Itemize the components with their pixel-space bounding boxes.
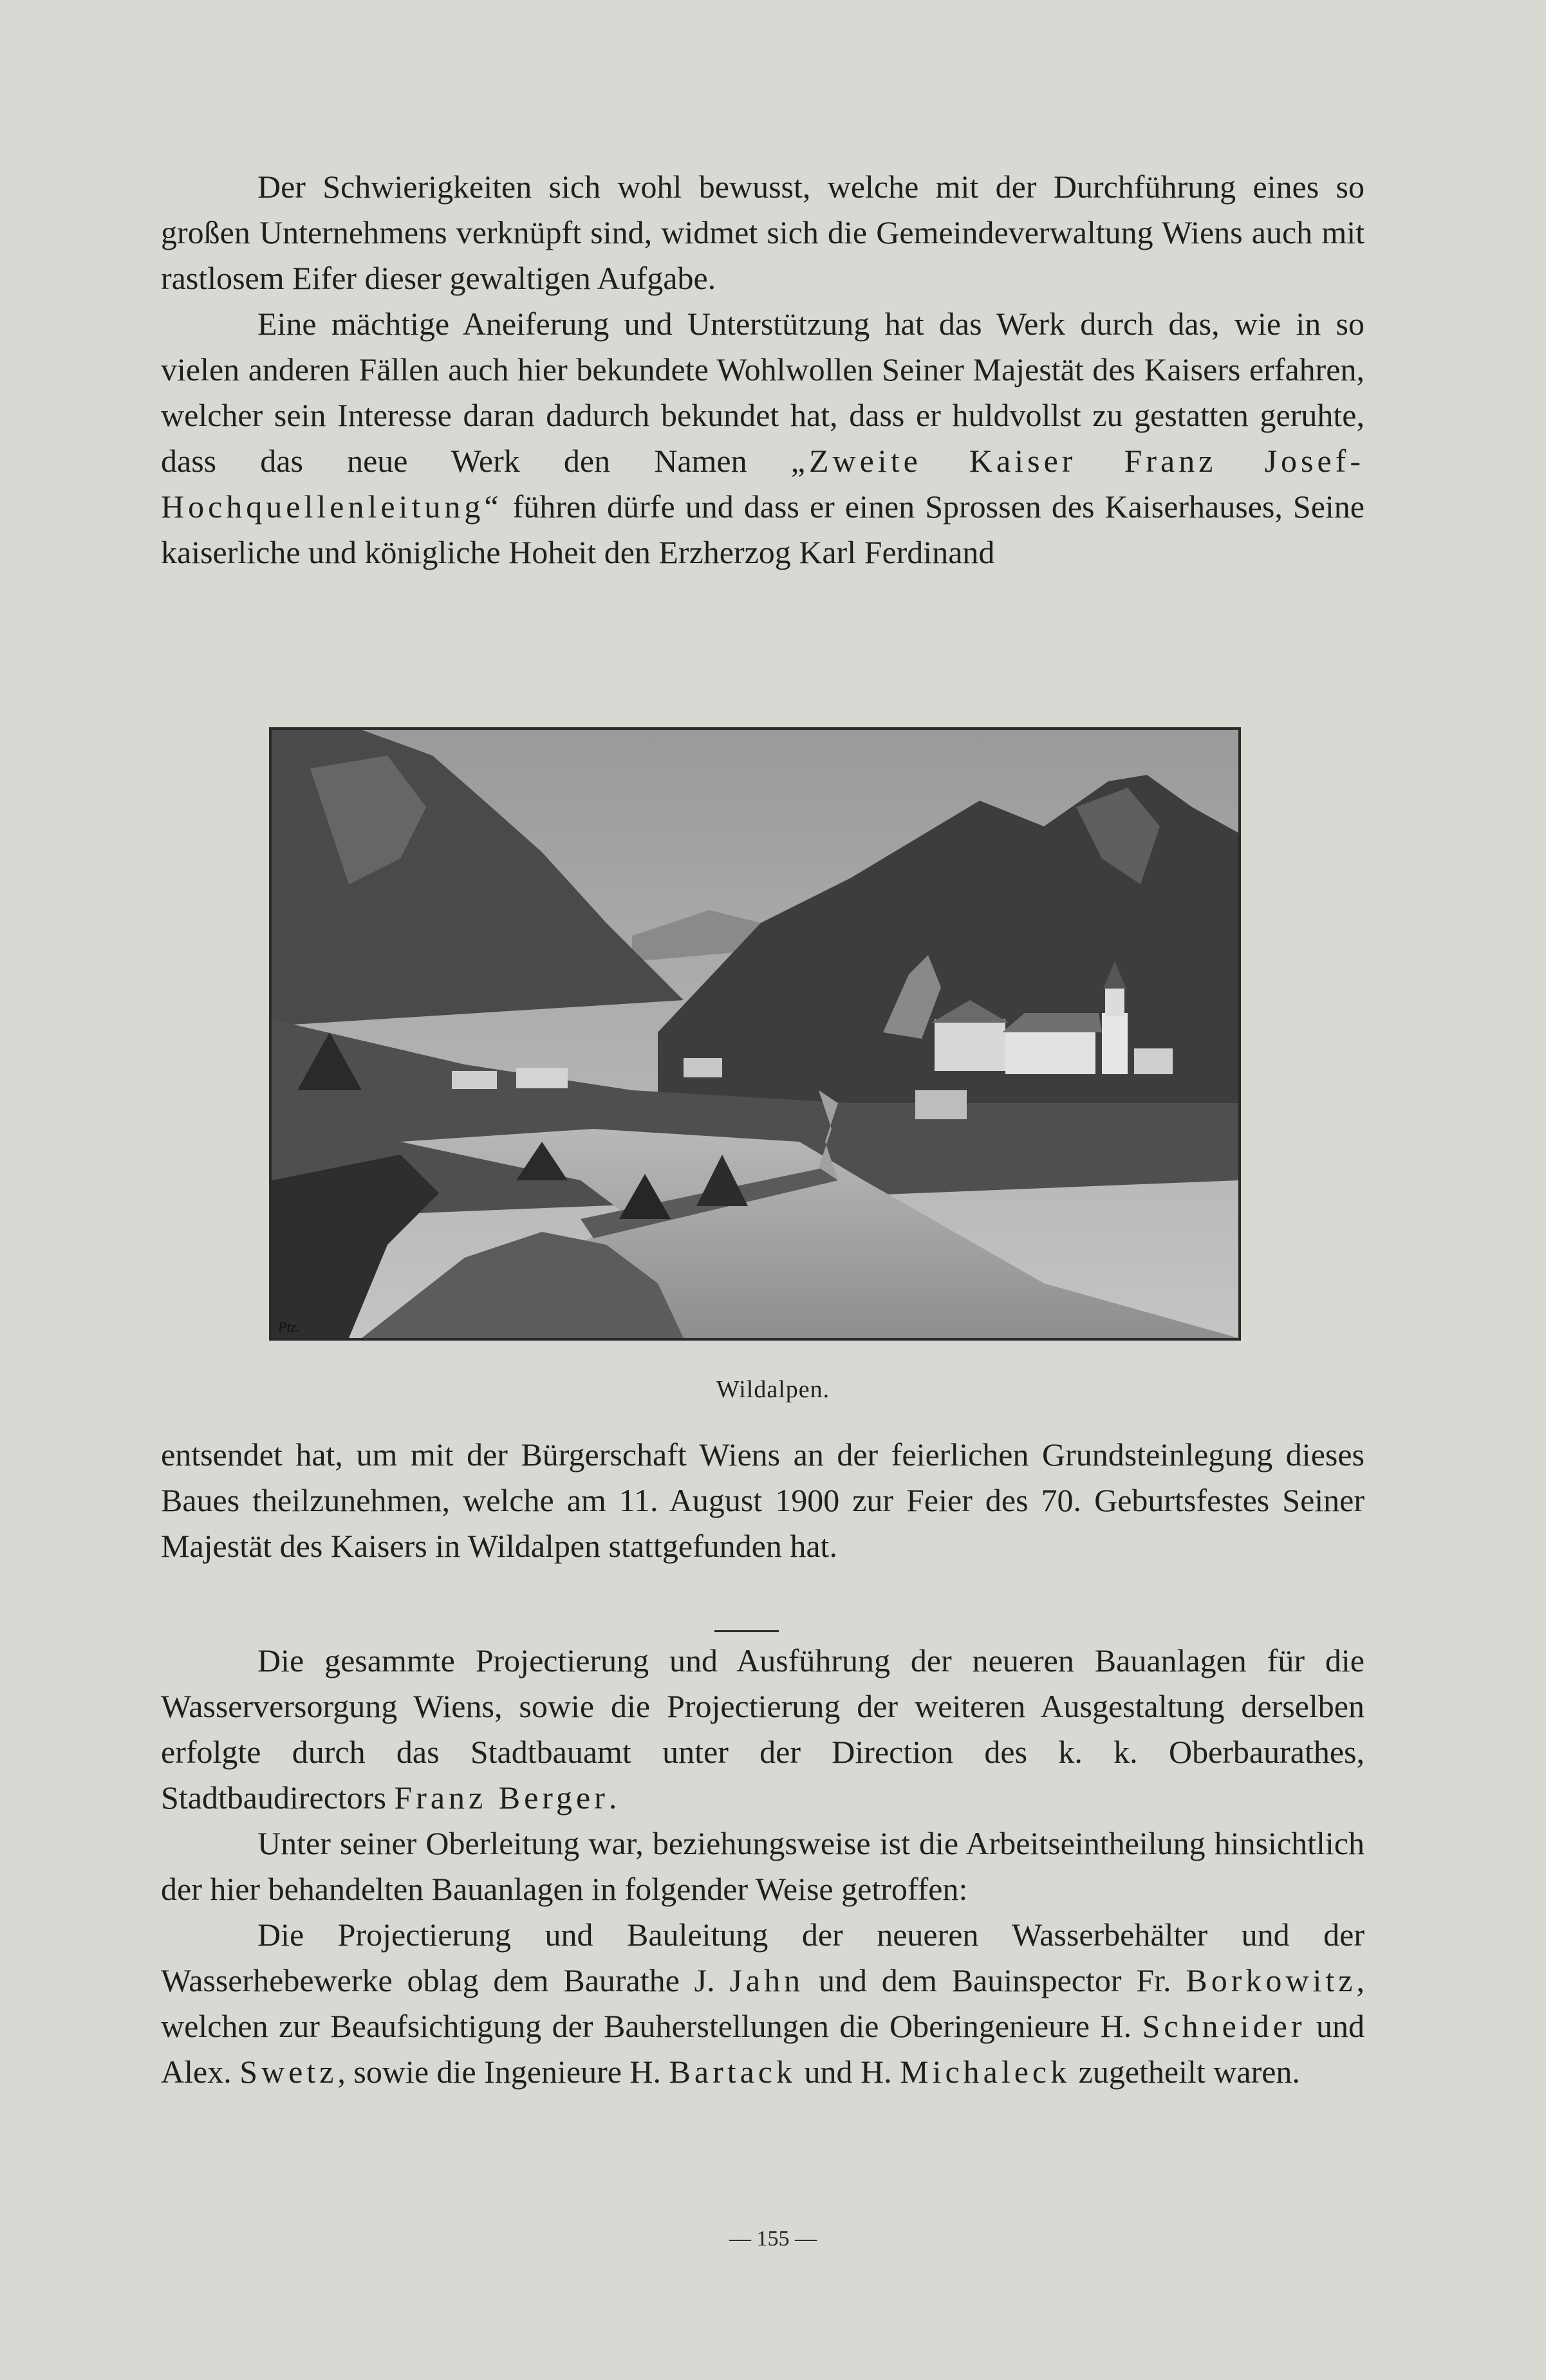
text-run: , sowie die Ingenieure H. [337,2054,669,2090]
spaced-name: Bartack [669,2054,796,2090]
paragraph: Der Schwierigkeiten sich wohl bewusst, welche mit der Durchführung eines so großen Unternehmens verknüpft sind, widmet sich die Gemeindeverwaltung Wiens auch mit rastlosem Eifer dieser gewaltigen Aufgabe. [161,169,1364,296]
text-run: . [608,1780,617,1816]
spaced-name: Franz Berger [394,1780,609,1816]
section-divider [714,1630,779,1632]
landscape-illustration [272,730,1238,1338]
spaced-name: „Zweite Kaiser Franz Josef-Hochquellenleitung“ [161,443,1364,525]
spaced-name: Borkowitz [1186,1962,1357,1998]
text-run: zugetheilt waren. [1070,2054,1300,2090]
paragraph [161,1638,1364,1821]
page-number: — 155 — [729,2227,817,2251]
spaced-name: Jahn [729,1962,805,1998]
text-run: Eine mächtige Aneiferung und Unterstützung hat das Werk durch das, wie in so vielen anderen Fällen auch hier bekundete Wohlwollen Seiner Majestät des Kaisers erfahren, welcher sein Interesse daran dadurch bekundet hat, dass er huldvollst zu gestatten geruhte, dass das neue Werk den Namen [161,306,1364,479]
text-run: und Alex. [161,2008,1365,2090]
artist-signature: Ptz. [278,1319,300,1335]
text-block-bottom [161,1638,1364,2095]
text-run: , welchen zur Beaufsichtigung der Bauherstellungen die Oberingenieure H. [161,1962,1364,2044]
photo-wildalpen [269,727,1241,1341]
text-run: und dem Bauinspector Fr. [804,1962,1186,1998]
text-block-middle [161,1432,1364,1569]
figure-caption: Wildalpen. [716,1376,830,1403]
spaced-name: Michaleck [900,2054,1071,2090]
text-run: führen dürfe und dass er einen Sprossen des Kaiserhauses, Seine kaiserliche und königliche Hoheit den Erzherzog Karl Ferdinand [161,488,1364,570]
paragraph: entsendet hat, um mit der Bürgerschaft Wiens an der feierlichen Grundsteinlegung dieses Baues theilzunehmen, welche am 11. August 1900 zur Feier des 70. Geburtsfestes Seiner Majestät des Kaisers in Wildalpen stattgefunden hat. [161,1436,1364,1564]
spaced-name: Swetz [239,2054,338,2090]
text-block-top [161,164,1364,575]
text-run: Die gesammte Projectierung und Ausführung der neueren Bauanlagen für die Wasserversorgung Wiens, sowie die Projectierung der weiteren Ausgestaltung derselben erfolgte durch das Stadtbauamt unter der Direction des k. k. Oberbaurathes, Stadtbaudirectors [161,1642,1364,1816]
spaced-name: Schneider [1142,2008,1306,2044]
text-run: Die Projectierung und Bauleitung der neueren Wasserbehälter und der Wasserhebewerke oblag dem Baurathe J. [161,1917,1364,1998]
paragraph [161,1912,1364,2095]
paragraph: Unter seiner Oberleitung war, beziehungsweise ist die Arbeitseintheilung hinsichtlich der hier behandelten Bauanlagen in folgender Weise getroffen: [161,1825,1364,1907]
text-run: und H. [796,2054,900,2090]
paragraph [161,301,1364,575]
